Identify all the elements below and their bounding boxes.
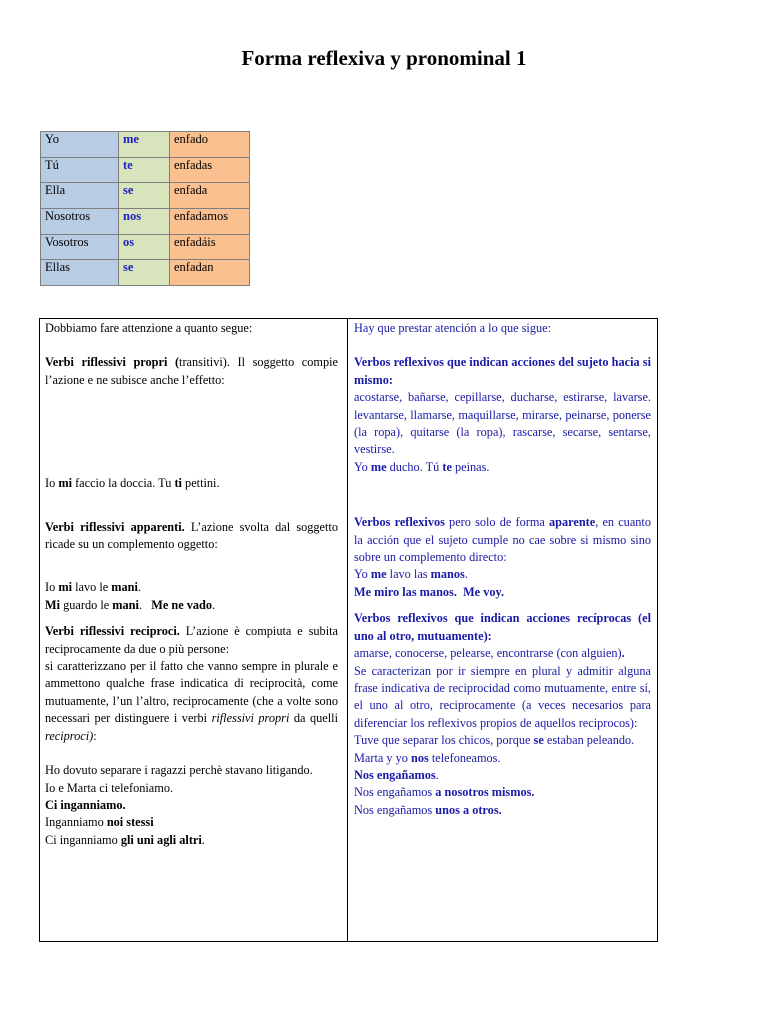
right-example-2: Yo me lavo las manos.	[354, 567, 468, 582]
italian-column	[45, 320, 338, 849]
column-divider	[347, 318, 348, 942]
left-example-3: Mi guardo le mani. Me ne vado.	[45, 597, 216, 612]
left-example-5: Io e Marta ci telefoniamo.	[45, 780, 174, 795]
reflexive-pronoun-cell: se	[119, 260, 170, 286]
right-example-5: Marta y yo nos telefoneamos.	[354, 750, 501, 765]
pronoun-cell: Ella	[41, 183, 119, 209]
pronoun-cell: Ellas	[41, 260, 119, 286]
right-intro: Hay que prestar atención a lo que sigue:	[354, 321, 552, 335]
conjugation-row	[41, 209, 250, 235]
left-section-riflessivi-apparenti: Verbi riflessivi apparenti. L’azione svolta dal soggetto ricade su un complemento oggetto:	[45, 519, 338, 552]
verb-form-cell: enfada	[170, 183, 250, 209]
verb-form-cell: enfado	[170, 132, 250, 158]
right-section-reflexivos: Verbos reflexivos que indican acciones del sujeto hacia si mismo:	[354, 355, 651, 387]
right-example-1: Yo me ducho. Tú te peinas.	[354, 459, 490, 474]
left-reciproci-explanation: si caratterizzano per il fatto che vanno sempre in plurale e ammettono qualche frase indicatica di reciprocità, come mutuamente, l’un l’altro, reciprocamente (che a volte sono necessari per distinguere i verbi riflessivi propri da quelli reciproci):	[45, 659, 338, 743]
reflexive-pronoun-cell: me	[119, 132, 170, 158]
left-example-4: Ho dovuto separare i ragazzi perchè stavano litigando.	[45, 763, 313, 778]
right-example-3: Me miro las manos. Me voy.	[354, 584, 505, 599]
conjugation-row	[41, 234, 250, 260]
page-title: Forma reflexiva y pronominal 1	[241, 46, 527, 70]
reflexive-pronoun-cell: nos	[119, 209, 170, 235]
right-example-6: Nos engañamos.	[354, 767, 439, 782]
left-example-2: Io mi lavo le mani.	[45, 580, 142, 595]
verb-form-cell: enfadas	[170, 157, 250, 183]
right-example-8: Nos engañamos unos a otros.	[354, 802, 502, 817]
right-section-aparente: Verbos reflexivos pero solo de forma aparente, en cuanto la acción que el sujeto cumple no cae sobre si mismo sino sobre un complemento directo:	[354, 515, 652, 565]
verb-form-cell: enfadáis	[170, 234, 250, 260]
left-example-8: Ci inganniamo gli uni agli altri.	[45, 832, 205, 847]
right-example-7: Nos engañamos a nosotros mismos.	[354, 785, 535, 800]
pronoun-cell: Yo	[41, 132, 119, 158]
conjugation-row	[41, 157, 250, 183]
conjugation-row	[41, 132, 250, 158]
left-section-riflessivi-reciproci: Verbi riflessivi reciproci. L’azione è compiuta e subita reciprocamente da due o più persone:	[45, 624, 338, 656]
conjugation-row	[41, 260, 250, 286]
left-example-7: Inganniamo noi stessi	[45, 815, 154, 830]
pronoun-cell: Nosotros	[41, 209, 119, 235]
right-example-4: Tuve que separar los chicos, porque se estaban peleando.	[354, 733, 635, 748]
right-section-reciprocos: Verbos reflexivos que indican acciones recíprocas (el uno al otro, mutuamente):	[354, 611, 651, 643]
conjugation-table	[40, 131, 250, 286]
right-reciprocos-explanation: Se caracterizan por ir siempre en plural y admitir alguna frase indicativa de reciprocidad como mutuamente, entre sí, el uno al otro, reciprocamente (a veces necesarios para diferenciar los reflexivos propios de aquellos reciprocos):	[354, 663, 651, 730]
pronoun-cell: Vosotros	[41, 234, 119, 260]
reflexive-pronoun-cell: os	[119, 234, 170, 260]
right-verb-list-1: acostarse, bañarse, cepillarse, ducharse, estirarse, lavarse. levantarse, llamarse, maquillarse, mirarse, peinarse, ponerse (la ropa), quitarse (la ropa), rascarse, secarse, sentarse, vestirse.	[354, 390, 651, 457]
verb-form-cell: enfadan	[170, 260, 250, 286]
verb-form-cell: enfadamos	[170, 209, 250, 235]
right-verb-list-2: amarse, conocerse, pelearse, encontrarse (con alguien).	[354, 646, 625, 661]
left-section-riflessivi-propri: Verbi riflessivi propri (transitivi). Il soggetto compie l’azione e ne subisce anche l’effetto:	[45, 355, 338, 387]
reflexive-pronoun-cell: te	[119, 157, 170, 183]
spanish-column	[354, 320, 651, 819]
left-example-1: Io mi faccio la doccia. Tu ti pettini.	[45, 476, 220, 491]
left-intro: Dobbiamo fare attenzione a quanto segue:	[45, 321, 253, 335]
reflexive-pronoun-cell: se	[119, 183, 170, 209]
pronoun-cell: Tú	[41, 157, 119, 183]
conjugation-row	[41, 183, 250, 209]
left-example-6: Ci inganniamo.	[45, 797, 126, 812]
